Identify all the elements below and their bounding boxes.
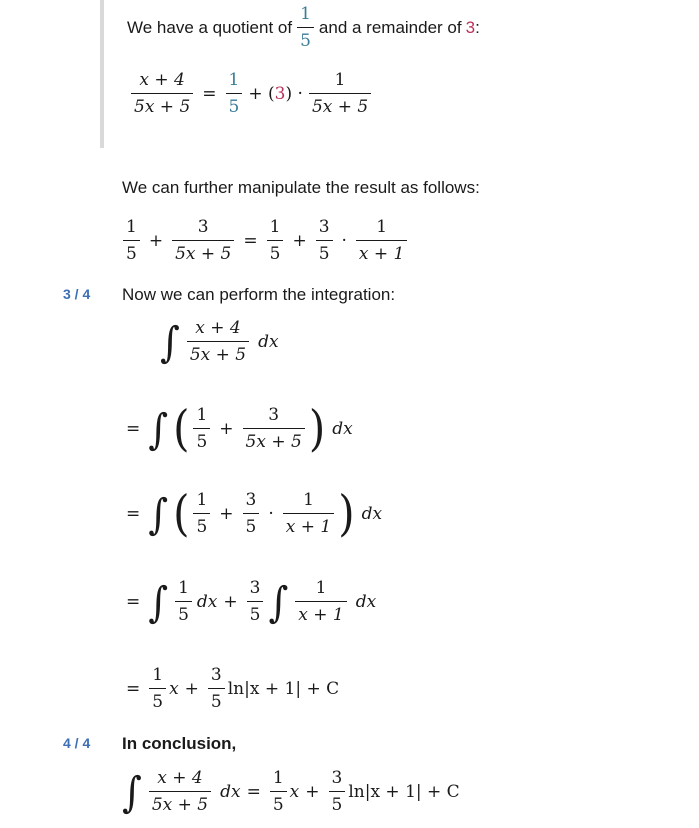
remainder-prefix: and a remainder of bbox=[318, 17, 462, 37]
integral-step-1: = ∫ ( $\frac{1}{5}$ + $\frac{3}{5x + 5}$ ) dx bbox=[126, 399, 353, 457]
scroll-indicator bbox=[100, 0, 104, 148]
final-answer: ∫ $\frac{x + 4}{5x + 5}$ dx = $\frac{1}{5}$ x + $\frac{3}{5}$ ln|x + 1| + C bbox=[122, 767, 460, 816]
step-label-3: 3 / 4 bbox=[63, 286, 91, 302]
quotient-sentence: We have a quotient of $\frac{1}{5}$ and a remainder of 3 : bbox=[127, 4, 480, 51]
conclusion-heading: In conclusion, bbox=[122, 734, 237, 753]
division-equation: $\frac{x + 4}{5x + 5}$ = $\frac{1}{5}$ + (3) · $\frac{1}{5x + 5}$ bbox=[128, 70, 374, 117]
manipulation-equation: $\frac{1}{5}$ + $\frac{3}{5x + 5}$ = $\frac{1}{5}$ + $\frac{3}{5}$ · $\frac{1}{x + 1}$ bbox=[120, 217, 410, 264]
integral-original: ∫ $\frac{x + 4}{5x + 5}$ dx bbox=[160, 317, 279, 366]
integration-sentence: Now we can perform the integration: bbox=[122, 285, 396, 304]
integral-step-2: = ∫ ( $\frac{1}{5}$ + $\frac{3}{5}$ · $\frac{1}{x + 1}$ ) dx bbox=[126, 484, 383, 542]
quotient-prefix: We have a quotient of bbox=[127, 17, 293, 37]
integral-result: = $\frac{1}{5}$ x + $\frac{3}{5}$ ln|x + 1| + C bbox=[126, 665, 340, 712]
step-label-4: 4 / 4 bbox=[63, 735, 91, 751]
quotient-term: $\frac{1}{5}$ bbox=[226, 70, 243, 117]
remainder-fraction: $\frac{1}{5x + 5}$ bbox=[309, 70, 371, 117]
lhs-fraction: $\frac{x + 4}{5x + 5}$ bbox=[131, 70, 193, 117]
remainder-term: + (3) · bbox=[248, 83, 303, 104]
quotient-fraction: $\frac{1}{5}$ bbox=[297, 4, 314, 51]
integral-sign: ∫ bbox=[160, 317, 180, 366]
integral-step-3: = ∫ $\frac{1}{5}$ dx + $\frac{3}{5}$ ∫ $\frac{1}{x + 1}$ dx bbox=[126, 577, 377, 626]
manipulate-sentence: We can further manipulate the result as follows: bbox=[122, 178, 480, 197]
remainder-value: 3 bbox=[465, 17, 476, 37]
